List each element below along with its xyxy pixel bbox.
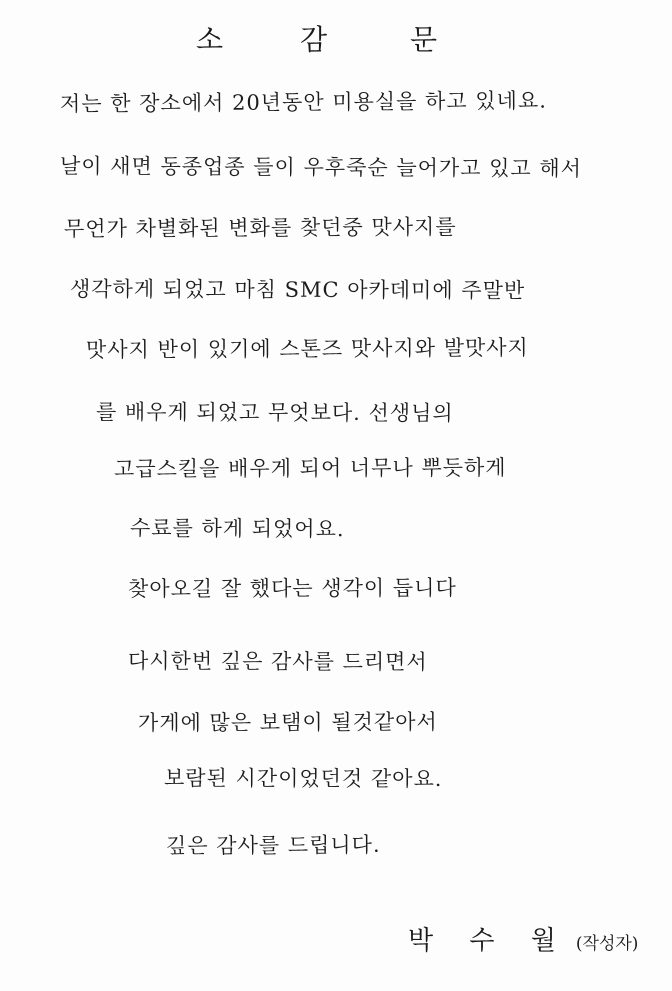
letter-line-10: 다시한번 깊은 감사를 드리면서 xyxy=(127,649,428,675)
letter-line-11: 가게에 많은 보탬이 될것같아서 xyxy=(137,709,438,735)
letter-line-1: 저는 한 장소에서 20년동안 미용실을 하고 있네요. xyxy=(59,88,547,116)
signature-role: (작성자) xyxy=(575,934,639,954)
letter-line-7: 고급스킬을 배우게 되어 너무나 뿌듯하게 xyxy=(113,455,507,481)
letter-line-12: 보람된 시간이었던것 같아요. xyxy=(163,766,443,791)
title-char-3: 문 xyxy=(410,23,438,56)
letter-line-13: 깊은 감사를 드립니다. xyxy=(165,832,381,858)
letter-title xyxy=(196,18,456,58)
letter-line-6: 를 배우게 되었고 무엇보다. 선생님의 xyxy=(95,400,454,426)
letter-line-3: 무언가 차별화된 변화를 찾던중 맛사지를 xyxy=(63,214,457,241)
title-char-2: 감 xyxy=(300,23,328,56)
letter-line-4: 생각하게 되었고 마침 SMC 아카데미에 주말반 xyxy=(69,277,526,303)
letter-line-8: 수료를 하게 되었어요. xyxy=(129,516,345,542)
title-char-1: 소 xyxy=(196,23,224,56)
letter-line-5: 맛사지 반이 있기에 스톤즈 맛사지와 발맛사지 xyxy=(85,335,529,362)
signature-block xyxy=(408,920,638,957)
letter-line-2: 날이 새면 동종업종 들이 우후죽순 늘어가고 있고 해서 xyxy=(59,154,583,181)
signature-name: 박 수 월 xyxy=(408,926,570,956)
letter-line-9: 찾아오길 잘 했다는 생각이 듭니다 xyxy=(127,575,457,601)
